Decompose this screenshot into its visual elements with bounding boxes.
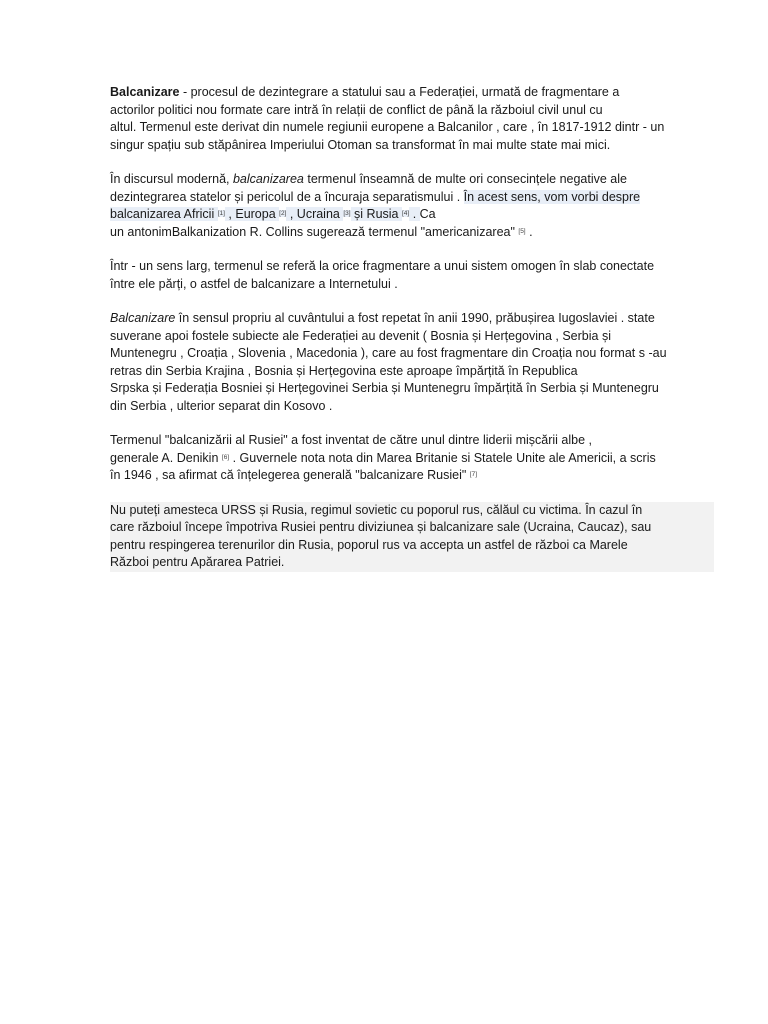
text-line: Muntenegru , Croația , Slovenia , Macedonia ), care au fost fragmentare din Croația nou format s -au [110,346,667,360]
text-line: între ele părți, o astfel de balcanizare a Internetului . [110,276,398,291]
text-line: - procesul de dezintegrare a statului sau a Federației, urmată de fragmentare a [179,85,620,99]
footnote-ref-link[interactable]: [3] [343,210,351,217]
text-line: Nu puteți amesteca URSS și Rusia, regimul sovietic cu poporul rus, călăul cu victima. În cazul în [110,502,643,517]
text-line: Ca [419,207,436,221]
text-line: din Serbia , ulterior separat din Kosovo . [110,398,333,413]
footnote-ref-link[interactable]: [7] [469,471,478,478]
footnote-ref-link[interactable]: [4] [401,210,410,217]
paragraph-yugoslavia [110,310,716,415]
text-line: singur spațiu sub stăpânirea Imperiului Otoman sa transformat în mai multe state mai mici. [110,137,611,152]
text-line: Srpska și Federația Bosniei și Herțegovinei Serbia și Muntenegru împărțită în Serbia și Muntenegru [110,381,659,395]
highlighted-text: , Ucraina [286,207,344,221]
text-line: actorilor politici nou formate care intră în relații de conflict de până la războiul civil unul cu [110,102,603,117]
quote-block [110,502,714,572]
paragraph-broad-sense [110,258,716,293]
text-line: . [525,224,533,239]
text-line: suverane apoi fostele subiecte ale Federației au devenit ( Bosnia și Herțegovina , Serbia și [110,328,611,343]
paragraph-definition [110,84,716,154]
footnote-ref-link[interactable]: [1] [217,210,225,217]
text-line: retras din Serbia Krajina , Bosnia și Herțegovina este aproape împărțită în Republica [110,363,578,378]
highlighted-text: balcanizarea Africii [110,207,218,221]
text-line: care războiul începe împotriva Rusiei pentru diviziunea și balcanizare sale (Ucraina, Caucaz), sau [110,520,652,534]
term-balcanizare: Balcanizare [110,85,180,99]
text-line: În discursul modernă, [110,172,233,186]
footnote-ref-link[interactable]: [2] [279,210,287,217]
text-line: pentru respingerea terenurilor din Rusia, poporul rus va accepta un astfel de război ca Marele [110,537,628,552]
document-page [110,84,716,572]
text-line: . Guvernele nota nota din Marea Britanie si Statele Unite ale Americii, a scris [229,450,656,465]
text-line: Într - un sens larg, termenul se referă la orice fragmentare a unui sistem omogen în slab conectate [110,259,655,273]
highlighted-text: În acest sens, vom vorbi despre [463,189,641,204]
paragraph-modern-discourse [110,171,716,241]
text-line: dezintegrarea statelor și pericolul de a încuraja separatismului . [110,189,464,204]
text-line: în sensul propriu al cuvântului a fost repetat în anii 1990, prăbușirea Iugoslaviei . state [175,311,655,325]
text-line: în 1946 , sa afirmat că înțelegerea generală "balcanizare Rusiei" [110,468,470,482]
highlighted-text: , Europa [224,207,280,221]
footnote-ref-link[interactable]: [6] [221,453,230,461]
highlighted-text: și Rusia [350,207,402,221]
text-line: generale A. Denikin [110,450,222,465]
highlighted-text: . [409,207,420,221]
italic-term: Balcanizare [110,311,176,325]
text-line: un antonimBalkanization R. Collins sugerează termenul "americanizarea" [110,224,519,239]
italic-term: balcanizarea [232,172,304,186]
text-line: altul. Termenul este derivat din numele regiunii europene a Balcanilor , care , în 1817-1912 dintr - un [110,120,665,134]
footnote-ref-link[interactable]: [5] [518,227,526,235]
text-line: termenul înseamnă de multe ori consecințele negative ale [303,172,627,186]
paragraph-russia-term [110,432,716,485]
text-line: Război pentru Apărarea Patriei. [110,555,285,569]
text-line: Termenul "balcanizării al Rusiei" a fost inventat de către unul dintre liderii mișcării albe , [110,433,593,447]
